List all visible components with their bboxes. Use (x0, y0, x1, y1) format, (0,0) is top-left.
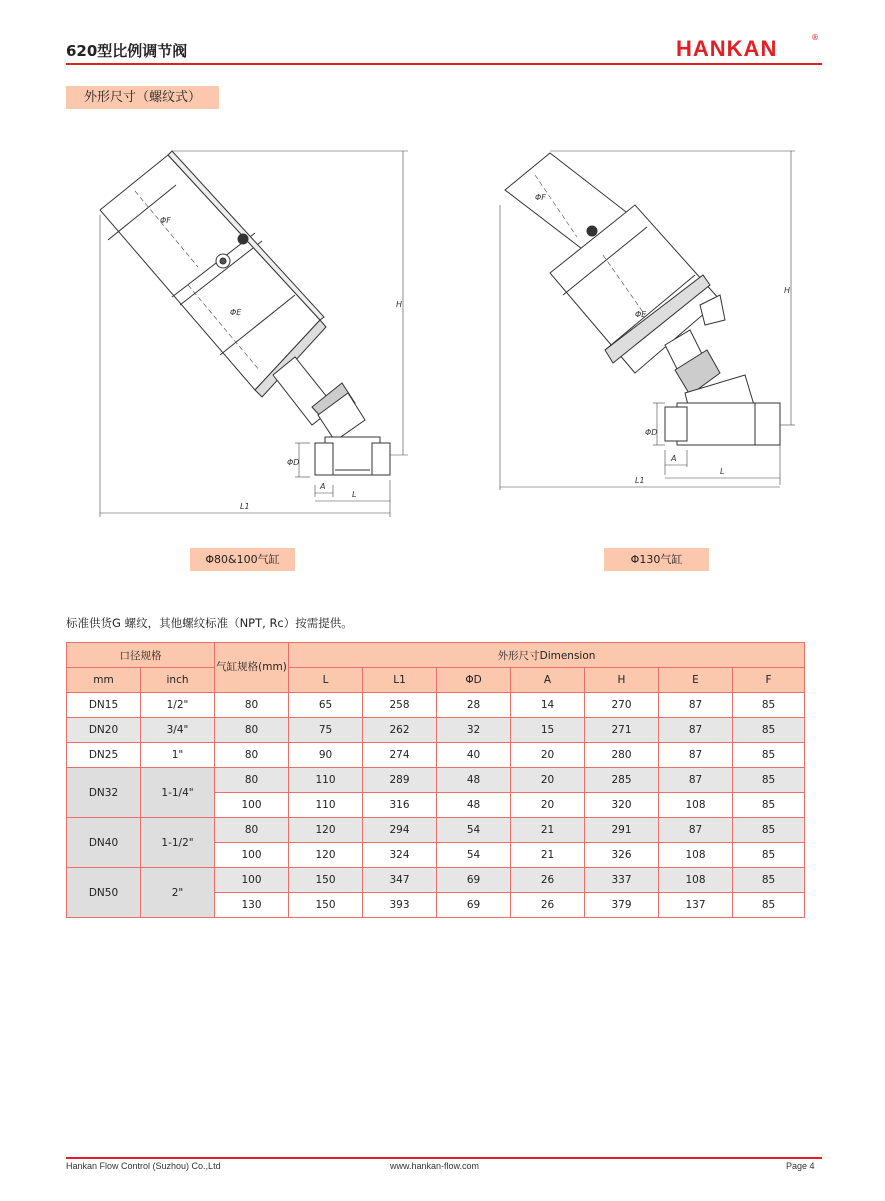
table-cell: 120 (289, 818, 363, 843)
page-title: 620型比例调节阀 (66, 42, 188, 60)
table-row (67, 868, 805, 893)
table-cell: 108 (659, 793, 733, 818)
table-cell: 87 (659, 693, 733, 718)
dim-label-l1: L1 (240, 502, 250, 511)
table-cell: 294 (363, 818, 437, 843)
table-cell: 14 (511, 693, 585, 718)
dim-label-e: ΦE (230, 308, 242, 317)
table-cell: 87 (659, 818, 733, 843)
table-cell: 80 (215, 818, 289, 843)
dim-label-h: H (396, 300, 403, 309)
table-body (67, 693, 805, 918)
dim-label-f: ΦF (160, 216, 171, 225)
port-size-mm: DN50 (67, 868, 141, 918)
port-size-mm: DN15 (67, 693, 141, 718)
table-cell: 85 (733, 718, 805, 743)
drawing-caption-small-cylinder: Φ80&100气缸 (190, 548, 295, 571)
table-cell: 280 (585, 743, 659, 768)
dim-label-f: ΦF (535, 193, 546, 202)
dim-label-d: ΦD (645, 428, 658, 437)
table-cell: 108 (659, 868, 733, 893)
footer-company: Hankan Flow Control (Suzhou) Co.,Ltd (66, 1161, 221, 1171)
table-cell: 393 (363, 893, 437, 918)
dimension-header-cell: A (511, 668, 585, 693)
table-cell: 270 (585, 693, 659, 718)
table-row (67, 718, 805, 743)
port-size-inch: 1/2" (141, 693, 215, 718)
port-size-mm: DN25 (67, 743, 141, 768)
port-size-mm: DN32 (67, 768, 141, 818)
table-cell: 26 (511, 893, 585, 918)
table-cell: 100 (215, 843, 289, 868)
port-size-inch: 1-1/2" (141, 818, 215, 868)
table-cell: 120 (289, 843, 363, 868)
drawing-caption-large-cylinder: Φ130气缸 (604, 548, 709, 571)
table-cell: 320 (585, 793, 659, 818)
header-divider (66, 63, 822, 65)
dim-label-e: ΦE (635, 310, 647, 319)
table-cell: 80 (215, 743, 289, 768)
table-row (67, 693, 805, 718)
table-cell: 258 (363, 693, 437, 718)
table-cell: 69 (437, 893, 511, 918)
dimension-table (66, 642, 805, 918)
table-cell: 65 (289, 693, 363, 718)
table-cell: 20 (511, 768, 585, 793)
port-size-mm: DN40 (67, 818, 141, 868)
port-size-mm: DN20 (67, 718, 141, 743)
table-cell: 326 (585, 843, 659, 868)
table-row (67, 743, 805, 768)
table-cell: 54 (437, 843, 511, 868)
dim-label-d: ΦD (287, 458, 300, 467)
header-port-size: 口径规格 (67, 643, 215, 668)
table-cell: 69 (437, 868, 511, 893)
table-cell: 379 (585, 893, 659, 918)
table-cell: 337 (585, 868, 659, 893)
table-cell: 54 (437, 818, 511, 843)
dim-label-a: A (320, 482, 326, 491)
table-cell: 48 (437, 793, 511, 818)
table-cell: 15 (511, 718, 585, 743)
table-cell: 80 (215, 718, 289, 743)
dimension-header-cell: L (289, 668, 363, 693)
table-cell: 85 (733, 868, 805, 893)
table-cell: 85 (733, 818, 805, 843)
table-cell: 289 (363, 768, 437, 793)
table-cell: 20 (511, 793, 585, 818)
port-size-inch: 2" (141, 868, 215, 918)
footer-website: www.hankan-flow.com (390, 1161, 480, 1171)
brand-logo: HANKAN (676, 36, 778, 61)
table-cell: 285 (585, 768, 659, 793)
table-cell: 75 (289, 718, 363, 743)
subheader-cell: mm (67, 668, 141, 693)
valve-drawing-small-cylinder (90, 145, 415, 520)
port-size-inch: 3/4" (141, 718, 215, 743)
dim-label-l: L (352, 490, 357, 499)
table-cell: 291 (585, 818, 659, 843)
dimension-header-cell: E (659, 668, 733, 693)
table-cell: 110 (289, 768, 363, 793)
table-cell: 85 (733, 843, 805, 868)
header-dimension: 外形尺寸Dimension (289, 643, 805, 668)
subheader-cell: inch (141, 668, 215, 693)
header-cylinder-size: 气缸规格(mm) (215, 643, 289, 693)
table-cell: 85 (733, 743, 805, 768)
table-cell: 87 (659, 768, 733, 793)
table-cell: 87 (659, 743, 733, 768)
table-cell: 262 (363, 718, 437, 743)
dimension-header-cell: H (585, 668, 659, 693)
table-cell: 40 (437, 743, 511, 768)
registered-mark: ® (811, 33, 819, 42)
dimension-header-cell: F (733, 668, 805, 693)
table-cell: 316 (363, 793, 437, 818)
footer-page-number: Page 4 (786, 1161, 815, 1171)
section-tag: 外形尺寸（螺纹式） (66, 86, 219, 109)
table-cell: 347 (363, 868, 437, 893)
table-cell: 100 (215, 793, 289, 818)
table-cell: 150 (289, 893, 363, 918)
table-cell: 271 (585, 718, 659, 743)
table-cell: 80 (215, 768, 289, 793)
table-row (67, 768, 805, 793)
table-row (67, 818, 805, 843)
table-cell: 110 (289, 793, 363, 818)
table-cell: 48 (437, 768, 511, 793)
table-cell: 85 (733, 768, 805, 793)
dim-label-a: A (671, 454, 677, 463)
table-cell: 274 (363, 743, 437, 768)
table-cell: 150 (289, 868, 363, 893)
table-cell: 21 (511, 843, 585, 868)
table-cell: 130 (215, 893, 289, 918)
table-subheader-row (67, 668, 805, 693)
dim-label-h: H (784, 286, 791, 295)
dimension-header-cell: L1 (363, 668, 437, 693)
table-cell: 90 (289, 743, 363, 768)
table-cell: 26 (511, 868, 585, 893)
table-cell: 28 (437, 693, 511, 718)
table-cell: 324 (363, 843, 437, 868)
footer-divider (66, 1157, 822, 1159)
table-cell: 108 (659, 843, 733, 868)
table-cell: 137 (659, 893, 733, 918)
port-size-inch: 1-1/4" (141, 768, 215, 818)
dimension-header-cell: ΦD (437, 668, 511, 693)
table-cell: 21 (511, 818, 585, 843)
table-cell: 32 (437, 718, 511, 743)
table-cell: 80 (215, 693, 289, 718)
table-cell: 85 (733, 893, 805, 918)
table-cell: 100 (215, 868, 289, 893)
valve-drawing-large-cylinder (495, 145, 800, 495)
dim-label-l1: L1 (635, 476, 645, 485)
dim-label-l: L (720, 467, 725, 476)
thread-note: 标准供货G 螺纹，其他螺纹标准（NPT, Rc）按需提供。 (66, 616, 353, 630)
table-cell: 85 (733, 693, 805, 718)
table-cell: 20 (511, 743, 585, 768)
table-cell: 87 (659, 718, 733, 743)
port-size-inch: 1" (141, 743, 215, 768)
table-cell: 85 (733, 793, 805, 818)
